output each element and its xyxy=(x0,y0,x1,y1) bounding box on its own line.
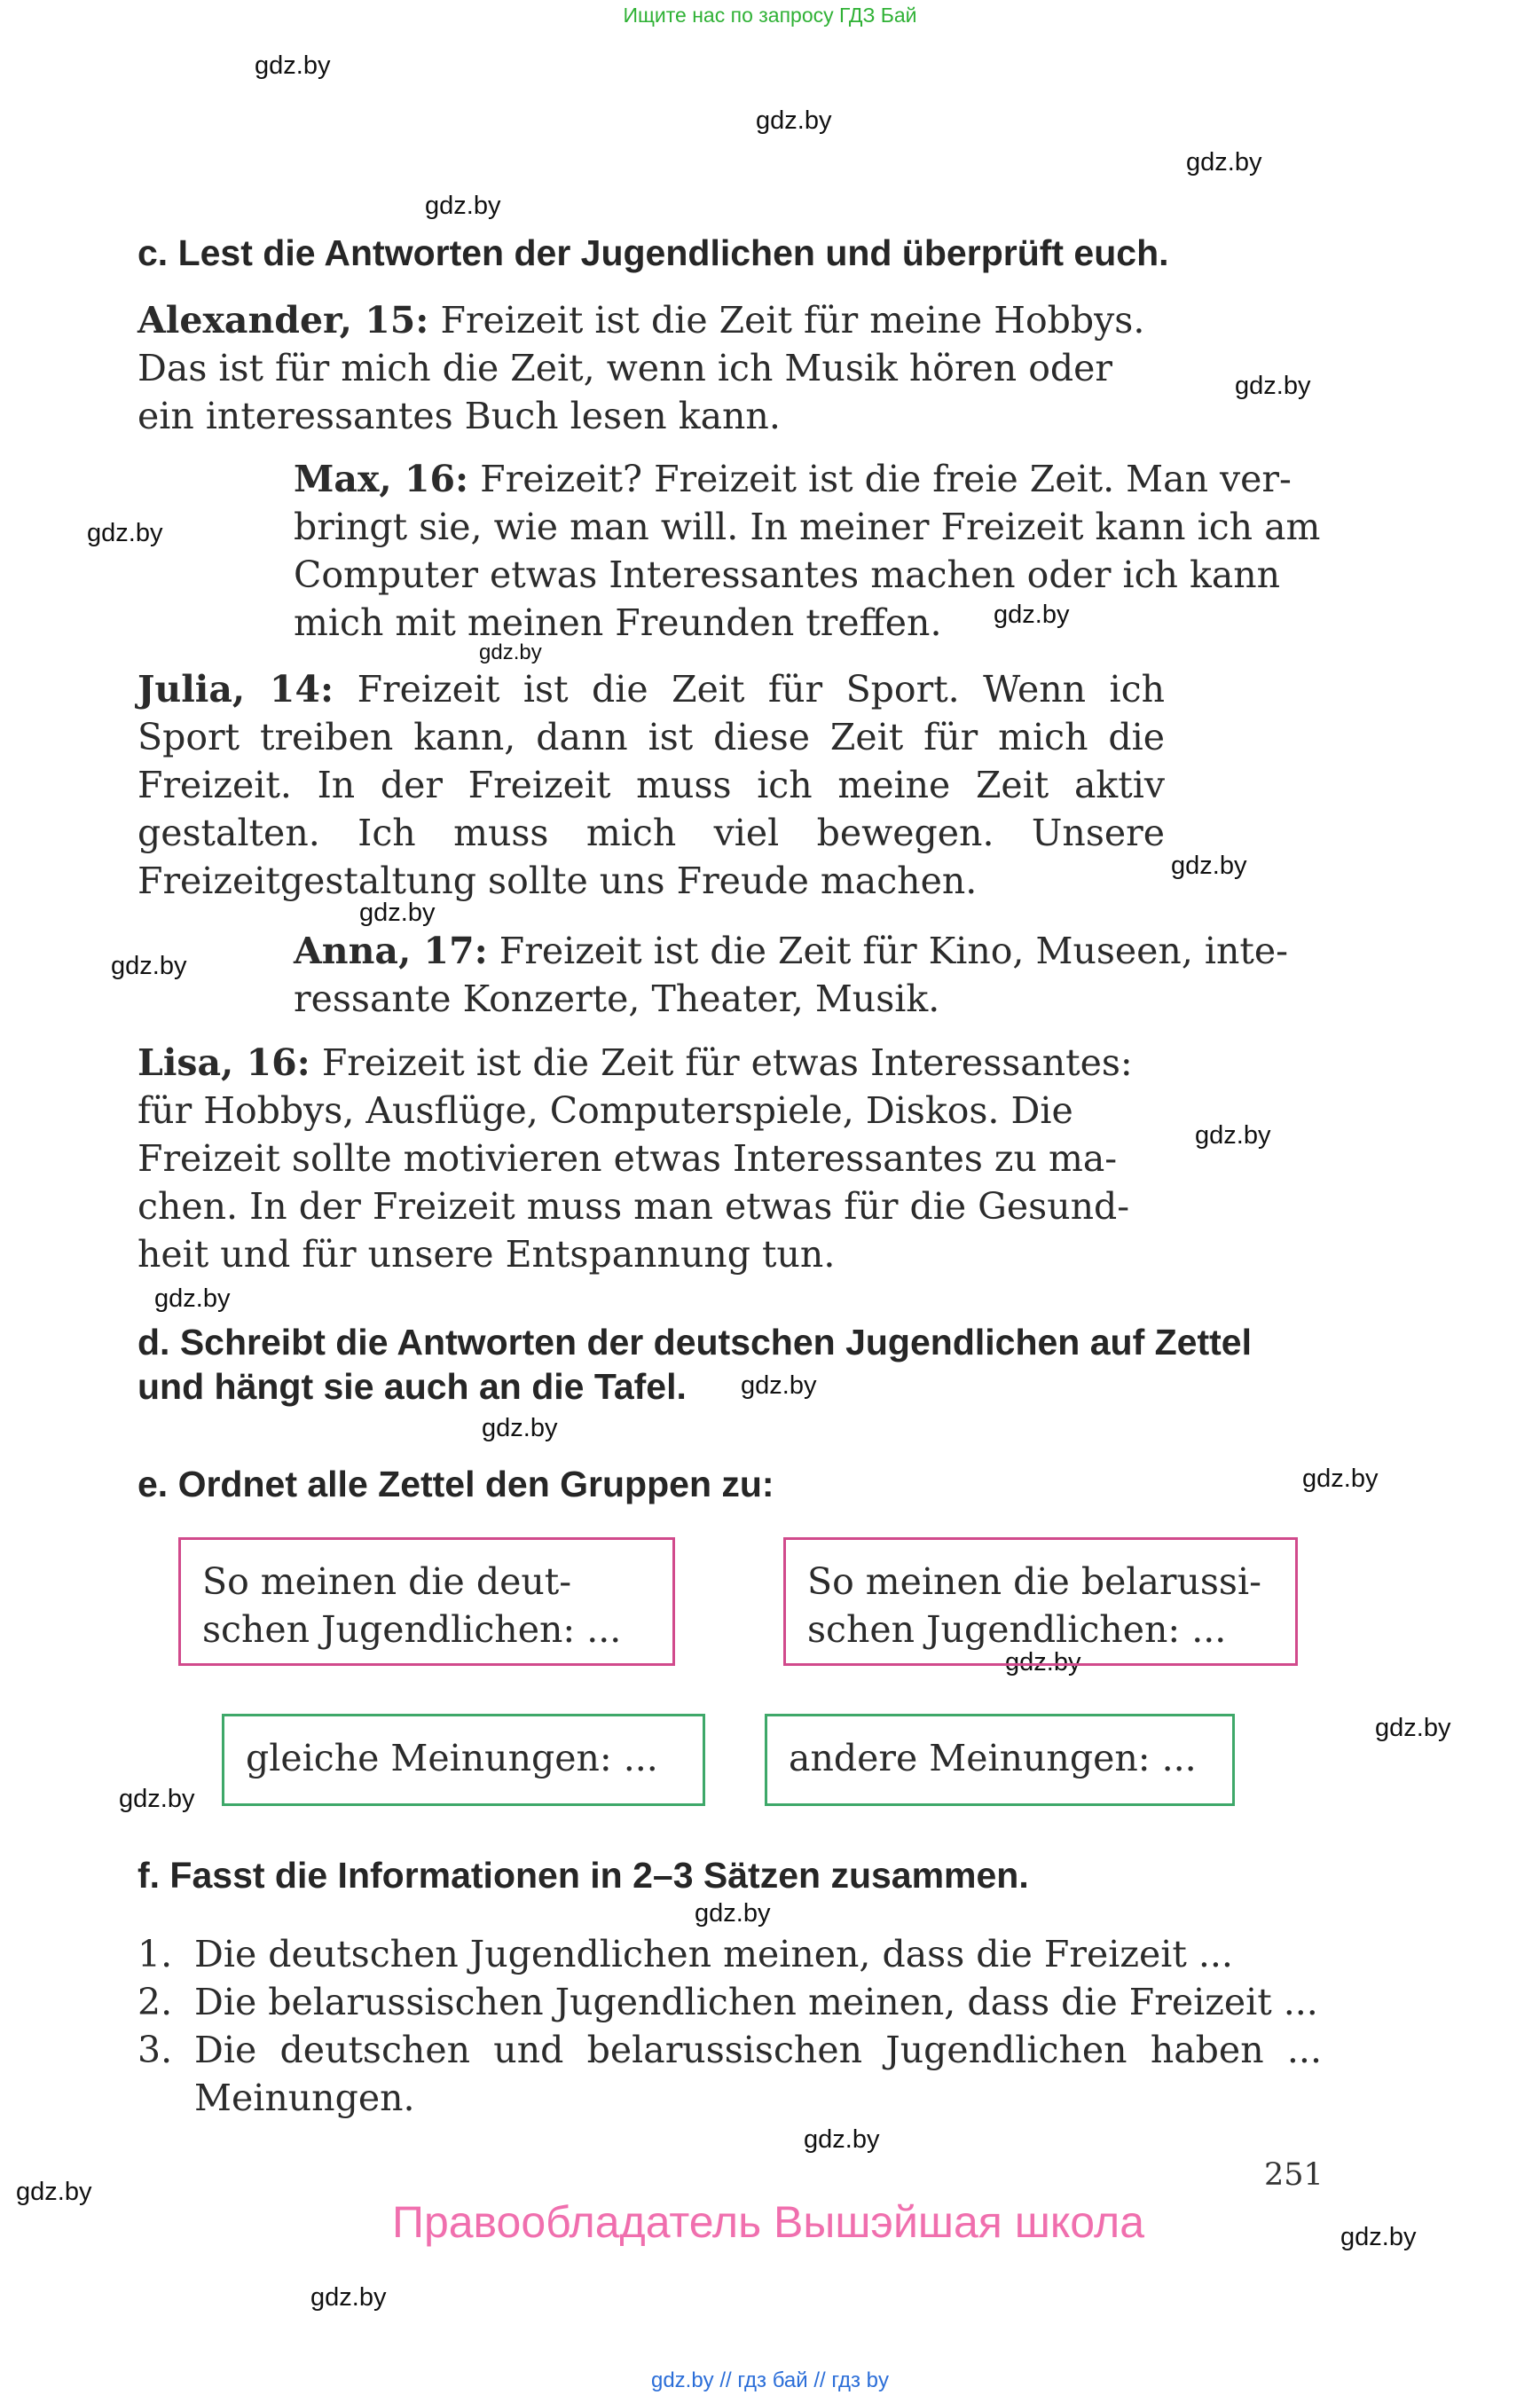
watermark: gdz.by xyxy=(994,601,1070,629)
watermark: gdz.by xyxy=(1302,1465,1379,1493)
answer-anna: Anna, 17: Freizeit ist die Zeit für Kino, Museen, inte- ressante Konzerte, Theater, Musik. xyxy=(294,930,1289,1020)
answer-alexander: Alexander, 15: Freizeit ist die Zeit für meine Hobbys. Das ist für mich die Zeit, wenn ich Musik hören oder ein interessantes Buch lesen kann. xyxy=(138,299,1145,437)
speaker-name: Julia, 14: xyxy=(138,668,334,711)
task-d-heading: d. Schreibt die Antworten der deutschen Jugendlichen auf Zettel und hängt sie auch an die Tafel. xyxy=(138,1322,1252,1407)
watermark: gdz.by xyxy=(111,952,187,980)
list-item: 3. Die deutschen und belarussischen Jugendlichen haben ... Meinungen. xyxy=(138,2029,1322,2119)
speaker-name: Alexander, 15: xyxy=(138,299,429,342)
watermark: gdz.by xyxy=(310,2283,387,2312)
summary-list xyxy=(138,1930,1322,2122)
speaker-name: Lisa, 16: xyxy=(138,1041,310,1084)
watermark: gdz.by xyxy=(425,192,501,220)
watermark: gdz.by xyxy=(359,899,436,927)
watermark: gdz.by xyxy=(154,1284,231,1313)
list-item: 1. Die deutschen Jugendlichen meinen, dass die Freizeit ... xyxy=(138,1933,1233,1975)
watermark: gdz.by xyxy=(1235,372,1311,400)
footer-links: gdz.by // гдз бай // гдз by xyxy=(650,2368,890,2392)
box-german-opinions: So meinen die deut- schen Jugendlichen: ... xyxy=(178,1537,675,1666)
box-same-opinions: gleiche Meinungen: ... xyxy=(222,1714,705,1806)
box-different-opinions: andere Meinungen: ... xyxy=(765,1714,1235,1806)
watermark: gdz.by xyxy=(255,51,331,80)
copyright-notice: Правообладатель Вышэйшая школа xyxy=(392,2197,1144,2247)
watermark: gdz.by xyxy=(1340,2223,1417,2251)
task-e-heading: e. Ordnet alle Zettel den Gruppen zu: xyxy=(138,1464,774,1504)
watermark: gdz.by xyxy=(756,106,832,135)
answer-lisa: Lisa, 16: Freizeit ist die Zeit für etwas Interessantes: für Hobbys, Ausflüge, Computerspiele, Diskos. Die Freizeit sollte motivieren etwas Interessantes zu ma- chen. In der Freizeit muss man etwas für die Gesund- heit und für unsere Entspannung tun. xyxy=(138,1041,1133,1276)
answer-julia: Julia, 14: Freizeit ist die Zeit für Sport. Wenn ich Sport treiben kann, dann ist diese Zeit für mich die Freizeit. In der Freizeit muss ich meine Zeit aktiv gestalten. Ich muss mich viel bewegen. Unsere Freizeitgestaltung sollte uns Freude machen. xyxy=(138,668,1165,902)
watermark: gdz.by xyxy=(1195,1121,1271,1150)
watermark: gdz.by xyxy=(479,640,542,664)
watermark: gdz.by xyxy=(1375,1714,1451,1742)
speaker-name: Max, 16: xyxy=(294,458,469,500)
watermark: gdz.by xyxy=(1186,148,1262,177)
list-item: 2. Die belarussischen Jugendlichen meinen, dass die Freizeit ... xyxy=(138,1981,1318,2023)
task-f-heading: f. Fasst die Informationen in 2–3 Sätzen zusammen. xyxy=(138,1855,1029,1896)
task-c-heading: c. Lest die Antworten der Jugendlichen und überprüft euch. xyxy=(138,232,1169,273)
answer-max: Max, 16: Freizeit? Freizeit ist die freie Zeit. Man ver- bringt sie, wie man will. In meiner Freizeit kann ich am Computer etwas Interessantes machen oder ich kann mich mit meinen Freunden treffen. xyxy=(294,458,1321,644)
top-banner: Ищите нас по запросу ГДЗ Бай xyxy=(623,4,917,27)
watermark: gdz.by xyxy=(1005,1648,1081,1677)
watermark: gdz.by xyxy=(741,1371,817,1400)
watermark: gdz.by xyxy=(16,2178,92,2206)
watermark: gdz.by xyxy=(804,2125,880,2154)
watermark: gdz.by xyxy=(87,519,163,547)
page-number: 251 xyxy=(1264,2157,1324,2193)
watermark: gdz.by xyxy=(119,1785,195,1813)
speaker-name: Anna, 17: xyxy=(294,930,488,972)
watermark: gdz.by xyxy=(482,1414,558,1442)
watermark: gdz.by xyxy=(1171,852,1247,880)
box-belarusian-opinions: So meinen die belarussi- schen Jugendlichen: ... xyxy=(783,1537,1298,1666)
watermark: gdz.by xyxy=(695,1899,771,1928)
